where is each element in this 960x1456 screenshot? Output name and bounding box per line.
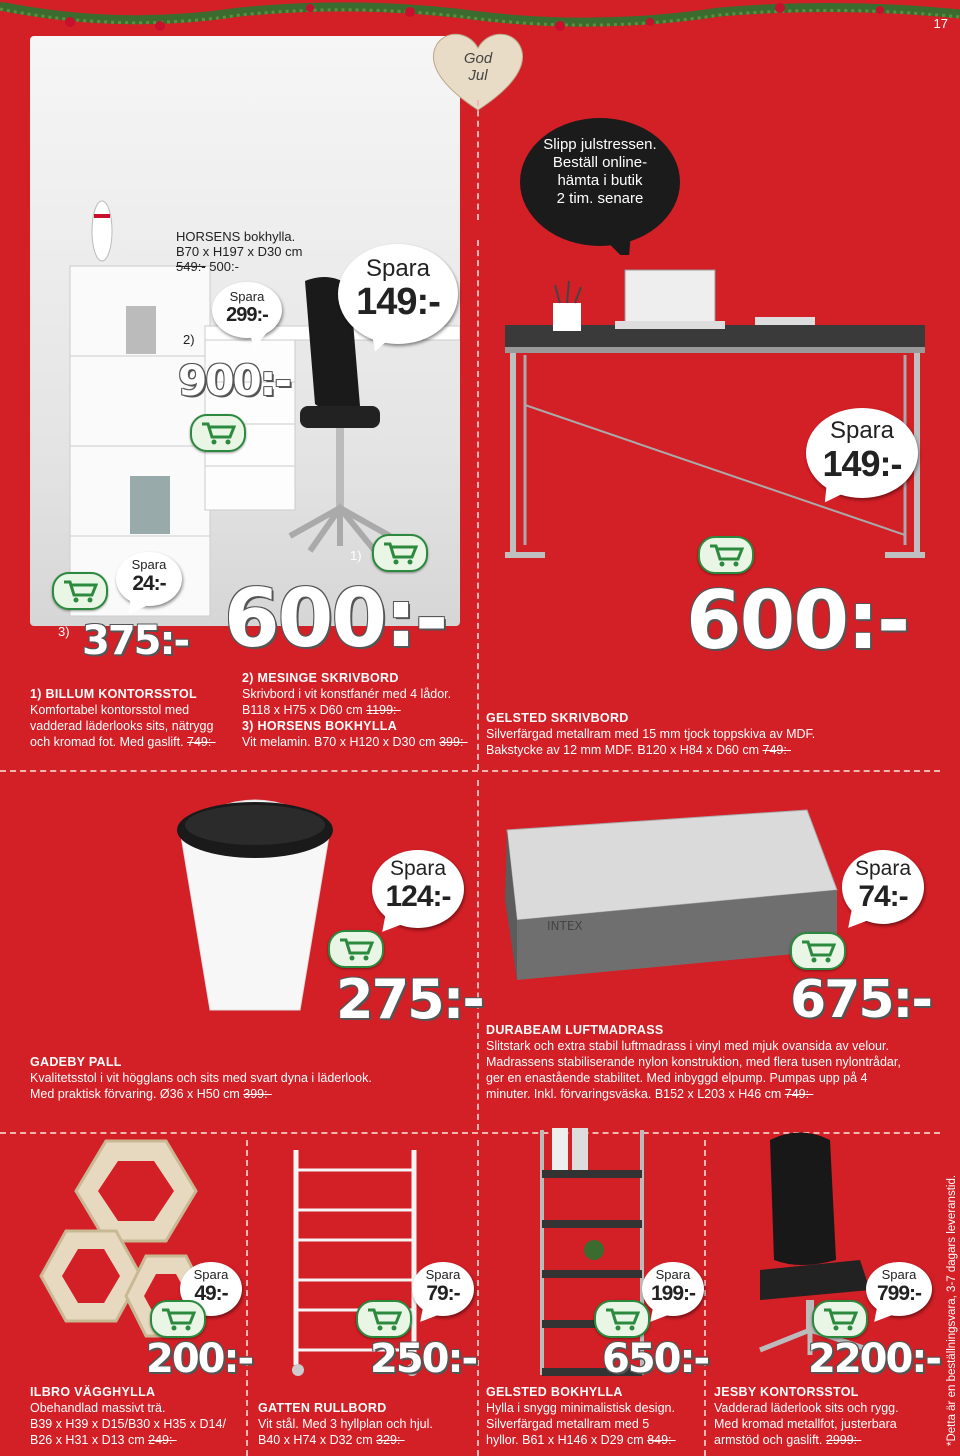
ilbro-description [30,1384,226,1448]
save-value: 79:- [426,1281,460,1305]
divider-col-3 [246,1140,248,1456]
buy-online-cart-icon[interactable] [356,1300,412,1338]
save-label: Spara [655,1267,691,1282]
divider-col-4 [477,1140,479,1456]
side-note: *Detta är en beställningsvara, 3-7 dagars leveranstid. [946,1174,958,1446]
ilbro-line-2: B39 x H39 x D15/B30 x H35 x D14/ [30,1417,226,1431]
heart-line2: Jul [468,67,488,84]
buy-online-cart-icon[interactable] [328,930,384,968]
billum-description [30,686,216,750]
price-375: 375:- [82,618,189,664]
gelsted-shelf-description [486,1384,676,1448]
gelsted-desk-old-price: 749:- [762,743,791,757]
label-2: 2) [183,332,195,347]
mesinge-line-2-row [242,702,468,718]
save-bubble-79 [412,1262,474,1316]
price-set-900: 900:- [178,356,290,405]
billum-line-2: vadderad läderlooks sits, nätrygg [30,719,214,733]
jesby-price: 2200:- [808,1336,940,1382]
mesinge-old-price: 1199:- [366,703,401,717]
promo-line-3: hämta i butik [557,172,643,189]
gadeby-description [30,1054,372,1102]
horsens-callout-new-price: 500:- [209,259,239,274]
buy-online-cart-icon[interactable] [812,1300,868,1338]
save-label: Spara [131,557,167,572]
label-1: 1) [350,548,362,563]
mesinge-description [242,670,468,750]
heart-line1: God [463,50,493,67]
save-bubble-149-set [338,244,458,344]
promo-text [520,136,680,208]
gatten-line-2-row [258,1432,433,1448]
ilbro-shelves-image [36,1136,236,1366]
jesby-line-3-row [714,1432,899,1448]
gelsted-shelf-price: 650:- [602,1336,709,1382]
airbed-brand-print: INTEX [547,919,583,933]
label-3: 3) [58,624,70,639]
save-bubble-24 [116,552,182,606]
gatten-line-1: Vit stål. Med 3 hyllplan och hjul. [258,1417,433,1431]
horsens-callout-old-price: 549:- [176,259,206,274]
horsens-title: 3) HORSENS BOKHYLLA [242,719,398,733]
gelsted-shelf-old-price: 849:- [647,1433,676,1447]
buy-online-cart-icon[interactable] [190,414,246,452]
save-label: Spara [193,1267,229,1282]
save-value: 149:- [822,443,902,485]
billum-title: 1) BILLUM KONTORSSTOL [30,687,197,701]
gelsted-desk-title: GELSTED SKRIVBORD [486,711,629,725]
billum-line-1: Komfortabel kontorsstol med [30,703,190,717]
save-label: Spara [365,255,431,282]
bubble-tail [245,328,268,349]
jesby-old-price: 2999:- [825,1433,862,1447]
buy-online-cart-icon[interactable] [150,1300,206,1338]
mesinge-line-1: Skrivbord i vit konstfanér med 4 lådor. [242,687,452,701]
price-600-desk: 600:- [686,574,909,667]
gelsted-desk-line-2-row [486,742,815,758]
gadeby-line-1: Kvalitetsstol i vit högglans och sits med svart dyna i läderlook. [30,1071,372,1085]
price-600-chair: 600:- [224,572,447,665]
buy-online-cart-icon[interactable] [790,932,846,970]
gadeby-line-2: Med praktisk förvaring. Ø36 x H50 cm [30,1087,240,1101]
jesby-line-2: Med kromad metallfot, justerbara [714,1417,897,1431]
ilbro-old-price: 249:- [148,1433,177,1447]
horsens-old-price: 399:- [439,735,468,749]
save-value: 199:- [650,1281,696,1305]
save-label: Spara [389,857,447,880]
mesinge-title: 2) MESINGE SKRIVBORD [242,671,399,685]
save-bubble-74 [842,850,924,924]
save-bubble-799 [866,1262,932,1316]
save-bubble-199 [642,1262,704,1316]
buy-online-cart-icon[interactable] [372,534,428,572]
save-value: 124:- [385,880,451,914]
promo-line-2: Beställ online- [552,154,648,171]
gatten-old-price: 329:- [376,1433,405,1447]
save-value: 74:- [858,880,908,914]
save-value: 149:- [356,281,440,324]
divider-row-1 [0,770,940,772]
save-value: 24:- [132,571,166,595]
save-label: Spara [854,857,912,880]
gelsted-desk-line-2: Bakstycke av 12 mm MDF. B120 x H84 x D60 cm [486,743,760,757]
jesby-title: JESBY KONTORSSTOL [714,1385,859,1399]
jesby-line-3: armstöd och gaslift. [714,1433,823,1447]
save-bubble-124 [372,850,464,928]
horsens-callout-dims: B70 x H197 x D30 cm [176,244,303,259]
ilbro-line-3: B26 x H31 x D13 cm [30,1433,145,1447]
gatten-line-2: B40 x H74 x D32 cm [258,1433,373,1447]
horsens-callout-prices [176,259,302,274]
jesby-description [714,1384,899,1448]
buy-online-cart-icon[interactable] [52,572,108,610]
save-value: 799:- [876,1281,922,1305]
gelsted-shelf-line-1: Hylla i snygg minimalistisk design. [486,1401,675,1415]
gadeby-stool-image [160,780,350,1020]
divider-col-5 [704,1140,706,1456]
billum-line-3-row [30,734,216,750]
gelsted-shelf-line-3: hyllor. B61 x H146 x D29 cm [486,1433,644,1447]
ilbro-line-1: Obehandlad massivt trä. [30,1401,166,1415]
horsens-callout [176,229,302,274]
durabeam-line-1: Slitstark och extra stabil luftmadrass i vinyl med mjuk ovansida av velour. [486,1039,889,1053]
promo-line-4: 2 tim. senare [556,190,644,207]
durabeam-old-price: 749:- [784,1087,814,1101]
mesinge-line-2: B118 x H75 x D60 cm [242,703,363,717]
durabeam-line-4-row [486,1086,901,1102]
gadeby-title: GADEBY PALL [30,1055,122,1069]
gatten-title: GATTEN RULLBORD [258,1401,387,1415]
durabeam-line-2: Madrassens stabiliserande nylon konstruktion, med flera tusen nylontrådar, [486,1055,901,1069]
gelsted-shelf-line-3-row [486,1432,676,1448]
gatten-description [258,1400,433,1448]
ilbro-title: ILBRO VÄGGHYLLA [30,1385,156,1399]
save-label: Spara [829,417,895,444]
gelsted-shelf-line-2: Silverfärgad metallram med 5 [486,1417,650,1431]
save-label: Spara [425,1267,461,1282]
save-bubble-149-desk [806,408,918,498]
heart-string [477,100,479,220]
divider-col-2 [477,780,479,1130]
horsens-callout-title: HORSENS bokhylla. [176,229,296,244]
horsens-line-row [242,734,468,750]
gatten-price: 250:- [370,1336,477,1382]
jesby-line-1: Vadderad läderlook sits och rygg. [714,1401,899,1415]
save-label: Spara [881,1267,917,1282]
durabeam-price: 675:- [790,970,931,1030]
ilbro-line-3-row [30,1432,226,1448]
save-bubble-299 [212,282,282,338]
gadeby-old-price: 399:- [243,1087,272,1101]
save-value: 299:- [226,303,268,326]
divider-col-1 [477,240,479,770]
save-value: 49:- [194,1281,228,1305]
ilbro-price: 200:- [146,1336,253,1382]
horsens-line: Vit melamin. B70 x H120 x D30 cm [242,735,436,749]
gelsted-desk-line-1: Silverfärgad metallram med 15 mm tjock toppskiva av MDF. [486,727,816,741]
durabeam-title: DURABEAM LUFTMADRASS [486,1023,664,1037]
promo-line-1: Slipp julstressen. [543,136,657,153]
durabeam-line-3: ger en enastående stabilitet. Med inbyggd elpump. Pumpas upp på 4 [486,1071,868,1085]
save-label: Spara [229,289,265,304]
billum-old-price: 749:- [187,735,216,749]
buy-online-cart-icon[interactable] [698,536,754,574]
gelsted-desk-description [486,710,815,758]
durabeam-line-4: minuter. Inkl. förvaringsväska. B152 x L203 x H46 cm [486,1087,782,1101]
page-number: 17 [933,16,948,31]
buy-online-cart-icon[interactable] [594,1300,650,1338]
heart-text [448,50,508,84]
gadeby-price: 275:- [336,968,483,1031]
gadeby-line-2-row [30,1086,372,1102]
billum-line-3: och kromad fot. Med gaslift. [30,735,184,749]
durabeam-description [486,1022,901,1102]
gelsted-shelf-title: GELSTED BOKHYLLA [486,1385,623,1399]
